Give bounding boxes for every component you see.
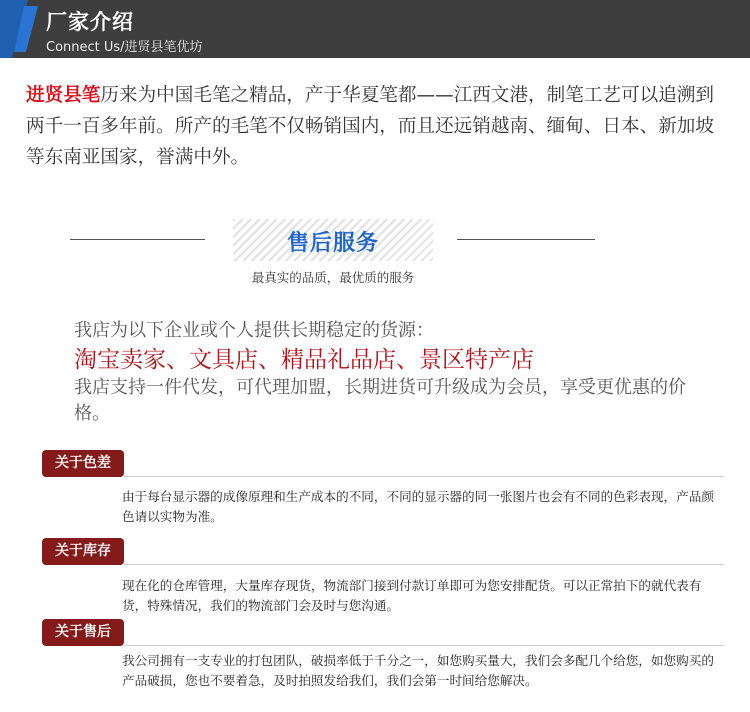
supply-targets: 淘宝卖家、文具店、精品礼品店、景区特产店 <box>74 347 534 373</box>
intro-brand: 进贤县笔 <box>26 85 101 106</box>
note-text-aftersale: 我公司拥有一支专业的打包团队，破损率低于千分之一，如您购买量大，我们会多配几个给您，如您购买的产品破损，您也不要着急，及时拍照发给我们，我们会第一时间给您解决。 <box>122 653 714 688</box>
supply-block <box>74 318 714 427</box>
section-title: 售后服务 <box>286 231 379 256</box>
supply-more: 我店支持一件代发，可代理加盟，长期进货可升级成为会员，享受更优惠的价格。 <box>74 377 686 424</box>
note-divider <box>124 564 724 565</box>
note-tag-aftersale: 关于售后 <box>42 619 124 646</box>
section-subtitle: 最真实的品质，最优质的服务 <box>251 270 415 285</box>
divider-right <box>457 239 595 240</box>
header-subtitle: Connect Us/进贤县笔优坊 <box>46 40 203 55</box>
divider-left <box>70 239 205 240</box>
note-text-stock: 现在化的仓库管理，大量库存现货，物流部门接到付款订单即可为您安排配货。可以正常拍下的就代表有货，特殊情况，我们的物流部门会及时与您沟通。 <box>122 578 702 613</box>
note-text-color-diff: 由于每台显示器的成像原理和生产成本的不同，不同的显示器的同一张图片也会有不同的色彩表现，产品颜色请以实物为准。 <box>122 489 714 524</box>
supply-lead: 我店为以下企业或个人提供长期稳定的货源： <box>74 320 434 341</box>
note-tag-stock: 关于库存 <box>42 538 124 565</box>
header-title: 厂家介绍 <box>46 10 134 34</box>
header-bar <box>0 0 750 58</box>
note-divider <box>124 476 724 477</box>
intro-paragraph <box>26 80 732 173</box>
intro-text: 历来为中国毛笔之精品，产于华夏笔都——江西文港，制笔工艺可以追溯到两千一百多年前。所产的毛笔不仅畅销国内，而且还远销越南、缅甸、日本、新加坡等东南亚国家，誉满中外。 <box>26 85 714 168</box>
note-divider <box>124 645 724 646</box>
note-tag-color-diff: 关于色差 <box>42 450 124 477</box>
